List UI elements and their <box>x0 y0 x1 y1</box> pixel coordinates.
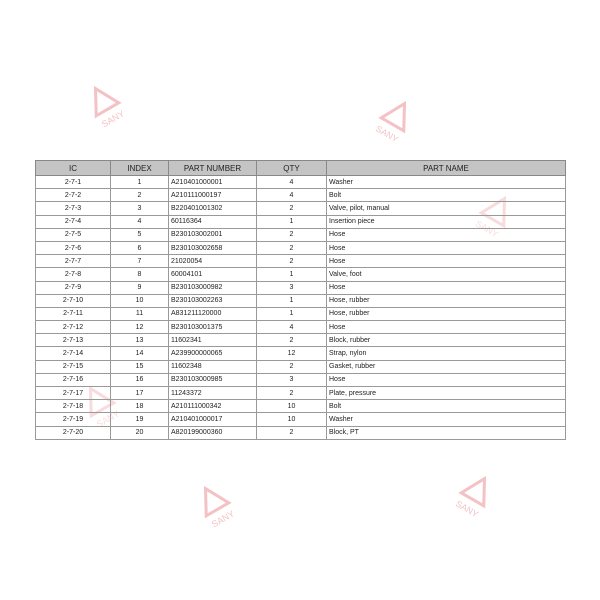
svg-text:SANY: SANY <box>94 408 122 430</box>
qty-cell: 3 <box>257 281 327 294</box>
part-name-cell: Washer <box>327 413 566 426</box>
sany-logo-watermark <box>181 471 249 539</box>
part-name-cell: Block, rubber <box>327 334 566 347</box>
index-cell: 7 <box>111 255 169 268</box>
index-cell: 2 <box>111 189 169 202</box>
part-name-cell: Strap, nylon <box>327 347 566 360</box>
part-number-cell: A210401000001 <box>169 176 257 189</box>
part-name-cell: Hose <box>327 281 566 294</box>
index-cell: 19 <box>111 413 169 426</box>
table-row <box>36 373 566 386</box>
index-cell: 9 <box>111 281 169 294</box>
table-row <box>36 268 566 281</box>
part-number-cell: A210111000342 <box>169 400 257 413</box>
sany-logo-watermark <box>361 86 429 154</box>
qty-cell: 2 <box>257 387 327 400</box>
qty-cell: 2 <box>257 255 327 268</box>
part-name-cell: Hose <box>327 321 566 334</box>
part-name-cell: Bolt <box>327 400 566 413</box>
index-cell: 10 <box>111 294 169 307</box>
part-name-cell: Insertion piece <box>327 215 566 228</box>
ic-cell: 2-7-10 <box>36 294 111 307</box>
part-number-cell: 11602341 <box>169 334 257 347</box>
ic-cell: 2-7-8 <box>36 268 111 281</box>
part-number-cell: B230103000985 <box>169 373 257 386</box>
part-name-cell: Plate, pressure <box>327 387 566 400</box>
index-cell: 17 <box>111 387 169 400</box>
part-name-cell: Hose <box>327 228 566 241</box>
part-number-cell: A239900000065 <box>169 347 257 360</box>
table-row <box>36 360 566 373</box>
table-row <box>36 241 566 254</box>
qty-cell: 1 <box>257 215 327 228</box>
index-cell: 6 <box>111 241 169 254</box>
part-name-cell: Hose, rubber <box>327 307 566 320</box>
ic-cell: 2-7-7 <box>36 255 111 268</box>
column-header-part-number: PART NUMBER <box>169 161 257 176</box>
part-number-cell: B230103000982 <box>169 281 257 294</box>
table-row <box>36 189 566 202</box>
ic-cell: 2-7-16 <box>36 373 111 386</box>
ic-cell: 2-7-15 <box>36 360 111 373</box>
part-name-cell: Hose <box>327 255 566 268</box>
part-number-cell: A210401000017 <box>169 413 257 426</box>
sany-logo-icon <box>361 86 429 154</box>
ic-cell: 2-7-6 <box>36 241 111 254</box>
qty-cell: 2 <box>257 360 327 373</box>
index-cell: 14 <box>111 347 169 360</box>
table-row <box>36 387 566 400</box>
sany-logo-icon <box>71 71 139 139</box>
table-row <box>36 321 566 334</box>
ic-cell: 2-7-2 <box>36 189 111 202</box>
index-cell: 13 <box>111 334 169 347</box>
index-cell: 3 <box>111 202 169 215</box>
svg-text:SANY: SANY <box>473 218 501 240</box>
part-number-cell: B230103002001 <box>169 228 257 241</box>
ic-cell: 2-7-12 <box>36 321 111 334</box>
part-name-cell: Valve, foot <box>327 268 566 281</box>
part-number-cell: 60004101 <box>169 268 257 281</box>
part-number-cell: B220401001302 <box>169 202 257 215</box>
part-name-cell: Bolt <box>327 189 566 202</box>
index-cell: 20 <box>111 426 169 439</box>
column-header-part-name: PART NAME <box>327 161 566 176</box>
qty-cell: 12 <box>257 347 327 360</box>
index-cell: 1 <box>111 176 169 189</box>
svg-text:SANY: SANY <box>209 508 237 530</box>
table-row <box>36 215 566 228</box>
part-number-cell: A820199000360 <box>169 426 257 439</box>
parts-table <box>35 160 566 440</box>
part-number-cell: 21020054 <box>169 255 257 268</box>
qty-cell: 2 <box>257 202 327 215</box>
table-row <box>36 176 566 189</box>
part-name-cell: Washer <box>327 176 566 189</box>
qty-cell: 10 <box>257 413 327 426</box>
part-name-cell: Block, PT <box>327 426 566 439</box>
part-name-cell: Hose <box>327 241 566 254</box>
sany-logo-icon <box>441 461 509 529</box>
qty-cell: 2 <box>257 241 327 254</box>
table-header-row <box>36 161 566 176</box>
part-name-cell: Hose <box>327 373 566 386</box>
qty-cell: 4 <box>257 321 327 334</box>
qty-cell: 4 <box>257 189 327 202</box>
part-name-cell: Gasket, rubber <box>327 360 566 373</box>
column-header-ic: IC <box>36 161 111 176</box>
index-cell: 18 <box>111 400 169 413</box>
part-name-cell: Hose, rubber <box>327 294 566 307</box>
sany-logo-icon <box>181 471 249 539</box>
table-row <box>36 347 566 360</box>
part-name-cell: Valve, pilot, manual <box>327 202 566 215</box>
index-cell: 4 <box>111 215 169 228</box>
ic-cell: 2-7-5 <box>36 228 111 241</box>
qty-cell: 1 <box>257 307 327 320</box>
ic-cell: 2-7-20 <box>36 426 111 439</box>
part-number-cell: 60116364 <box>169 215 257 228</box>
part-number-cell: B230103002263 <box>169 294 257 307</box>
table-row <box>36 255 566 268</box>
part-number-cell: A831211120000 <box>169 307 257 320</box>
table-row <box>36 307 566 320</box>
svg-text:SANY: SANY <box>453 498 481 520</box>
table-row <box>36 294 566 307</box>
table-row <box>36 281 566 294</box>
column-header-qty: QTY <box>257 161 327 176</box>
table-body <box>36 176 566 440</box>
ic-cell: 2-7-1 <box>36 176 111 189</box>
column-header-index: INDEX <box>111 161 169 176</box>
ic-cell: 2-7-3 <box>36 202 111 215</box>
index-cell: 16 <box>111 373 169 386</box>
ic-cell: 2-7-14 <box>36 347 111 360</box>
part-number-cell: 11243372 <box>169 387 257 400</box>
ic-cell: 2-7-9 <box>36 281 111 294</box>
part-number-cell: B230103002658 <box>169 241 257 254</box>
svg-text:SANY: SANY <box>373 123 401 145</box>
qty-cell: 4 <box>257 176 327 189</box>
qty-cell: 2 <box>257 228 327 241</box>
qty-cell: 1 <box>257 268 327 281</box>
ic-cell: 2-7-11 <box>36 307 111 320</box>
table-row <box>36 426 566 439</box>
index-cell: 8 <box>111 268 169 281</box>
index-cell: 15 <box>111 360 169 373</box>
ic-cell: 2-7-17 <box>36 387 111 400</box>
ic-cell: 2-7-19 <box>36 413 111 426</box>
table-row <box>36 413 566 426</box>
sany-logo-watermark <box>441 461 509 529</box>
index-cell: 12 <box>111 321 169 334</box>
table-row <box>36 334 566 347</box>
qty-cell: 2 <box>257 334 327 347</box>
qty-cell: 3 <box>257 373 327 386</box>
index-cell: 11 <box>111 307 169 320</box>
svg-text:SANY: SANY <box>99 108 127 130</box>
ic-cell: 2-7-4 <box>36 215 111 228</box>
table-row <box>36 202 566 215</box>
part-number-cell: B230103001375 <box>169 321 257 334</box>
table-row <box>36 400 566 413</box>
qty-cell: 1 <box>257 294 327 307</box>
sany-logo-watermark <box>71 71 139 139</box>
index-cell: 5 <box>111 228 169 241</box>
table-row <box>36 228 566 241</box>
part-number-cell: A210111000197 <box>169 189 257 202</box>
qty-cell: 2 <box>257 426 327 439</box>
qty-cell: 10 <box>257 400 327 413</box>
ic-cell: 2-7-18 <box>36 400 111 413</box>
part-number-cell: 11602348 <box>169 360 257 373</box>
ic-cell: 2-7-13 <box>36 334 111 347</box>
